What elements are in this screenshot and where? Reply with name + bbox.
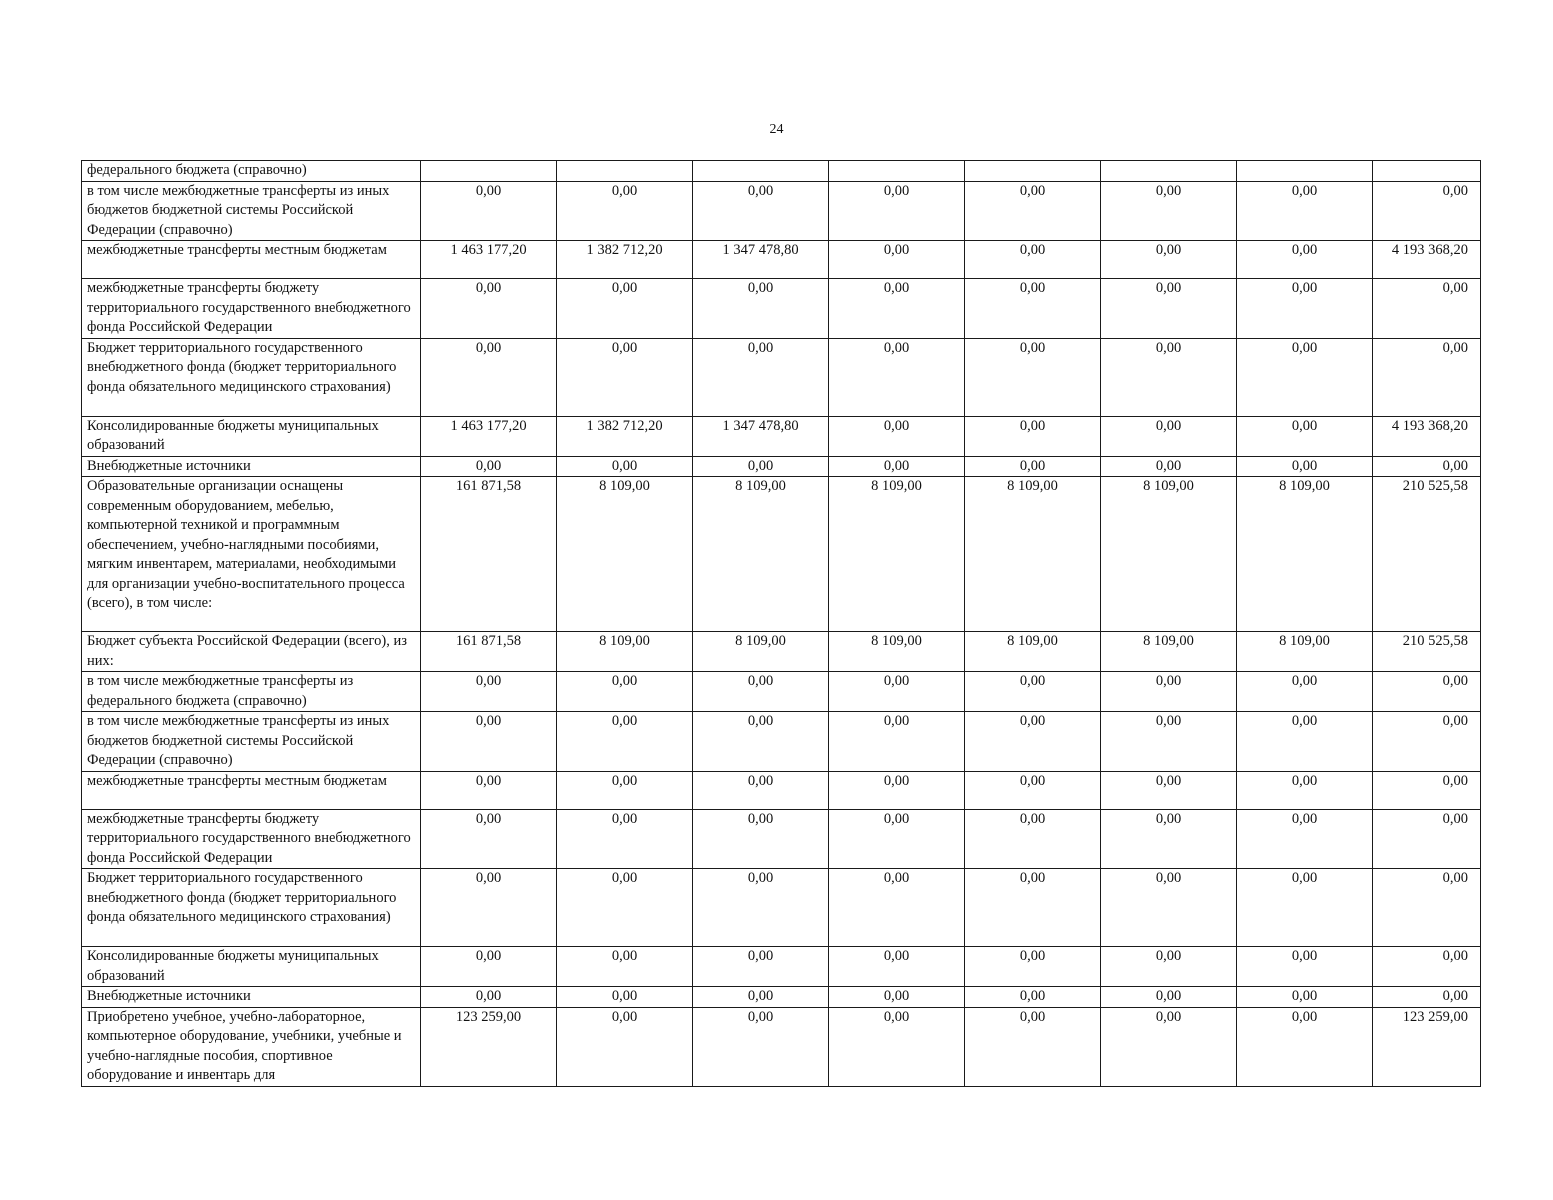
cell-value: 0,00 [557,1007,693,1086]
cell-value: 0,00 [1237,987,1373,1008]
row-label: межбюджетные трансферты местным бюджетам [82,241,421,279]
cell-value: 1 347 478,80 [693,241,829,279]
cell-value: 1 382 712,20 [557,416,693,456]
cell-value: 0,00 [693,1007,829,1086]
cell-value: 0,00 [1237,947,1373,987]
cell-total: 4 193 368,20 [1373,241,1481,279]
cell-value: 0,00 [829,987,965,1008]
cell-value: 0,00 [1101,241,1237,279]
cell-value [557,161,693,182]
cell-value: 0,00 [1101,456,1237,477]
cell-value: 0,00 [421,771,557,809]
budget-table-body [82,161,1481,1087]
table-row [82,712,1481,772]
table-row [82,869,1481,947]
cell-value: 0,00 [557,456,693,477]
row-label: Бюджет территориального государственного внебюджетного фонда (бюджет территориального фонда обязательного медицинского страхования) [82,869,421,947]
cell-value: 0,00 [1237,712,1373,772]
cell-value: 0,00 [557,279,693,339]
cell-value: 0,00 [557,987,693,1008]
cell-value: 0,00 [965,712,1101,772]
table-row [82,987,1481,1008]
table-row [82,672,1481,712]
cell-value: 0,00 [1237,241,1373,279]
cell-value: 0,00 [557,712,693,772]
cell-value: 8 109,00 [1101,477,1237,632]
cell-value: 8 109,00 [693,477,829,632]
cell-total: 4 193 368,20 [1373,416,1481,456]
cell-value: 0,00 [421,712,557,772]
cell-value: 0,00 [1237,672,1373,712]
cell-value: 0,00 [693,869,829,947]
cell-value: 0,00 [693,947,829,987]
cell-value: 0,00 [1237,279,1373,339]
cell-value [1101,161,1237,182]
cell-value: 0,00 [1101,181,1237,241]
cell-value [829,161,965,182]
cell-value: 0,00 [829,809,965,869]
cell-value: 0,00 [965,279,1101,339]
cell-total: 210 525,58 [1373,477,1481,632]
cell-value: 123 259,00 [421,1007,557,1086]
cell-value: 8 109,00 [829,632,965,672]
cell-value: 0,00 [1101,987,1237,1008]
cell-total: 210 525,58 [1373,632,1481,672]
cell-value: 0,00 [421,456,557,477]
row-label: федерального бюджета (справочно) [82,161,421,182]
row-label: Внебюджетные источники [82,987,421,1008]
cell-total: 0,00 [1373,869,1481,947]
cell-value: 1 382 712,20 [557,241,693,279]
table-row [82,241,1481,279]
cell-total: 0,00 [1373,947,1481,987]
cell-value: 0,00 [829,712,965,772]
budget-table [81,160,1481,1087]
cell-value [421,161,557,182]
row-label: Консолидированные бюджеты муниципальных образований [82,947,421,987]
cell-value: 0,00 [421,809,557,869]
cell-value: 0,00 [557,338,693,416]
cell-total: 123 259,00 [1373,1007,1481,1086]
cell-value: 0,00 [693,672,829,712]
cell-value: 0,00 [1101,869,1237,947]
row-label: в том числе межбюджетные трансферты из федерального бюджета (справочно) [82,672,421,712]
cell-value: 0,00 [829,869,965,947]
cell-value: 0,00 [693,456,829,477]
cell-value: 0,00 [965,416,1101,456]
cell-value: 1 463 177,20 [421,416,557,456]
cell-value: 8 109,00 [1101,632,1237,672]
cell-value: 0,00 [1101,338,1237,416]
cell-value: 0,00 [1237,771,1373,809]
cell-value: 0,00 [1237,338,1373,416]
cell-value: 0,00 [829,1007,965,1086]
table-row [82,632,1481,672]
cell-value: 0,00 [965,181,1101,241]
cell-value: 0,00 [829,947,965,987]
cell-value: 0,00 [421,987,557,1008]
cell-value: 0,00 [1237,869,1373,947]
cell-value: 0,00 [829,181,965,241]
cell-value: 0,00 [1237,456,1373,477]
cell-value: 1 463 177,20 [421,241,557,279]
cell-value: 8 109,00 [1237,477,1373,632]
cell-total: 0,00 [1373,771,1481,809]
cell-value: 0,00 [421,279,557,339]
cell-value [693,161,829,182]
cell-value: 0,00 [421,338,557,416]
cell-value [965,161,1101,182]
row-label: в том числе межбюджетные трансферты из иных бюджетов бюджетной системы Российской Федерации (справочно) [82,181,421,241]
cell-value: 0,00 [1237,181,1373,241]
table-row [82,456,1481,477]
cell-value: 0,00 [693,809,829,869]
cell-total: 0,00 [1373,456,1481,477]
cell-total: 0,00 [1373,712,1481,772]
cell-value: 0,00 [1101,672,1237,712]
cell-value: 0,00 [421,181,557,241]
cell-value: 0,00 [421,869,557,947]
table-row [82,1007,1481,1086]
cell-total: 0,00 [1373,181,1481,241]
cell-value: 0,00 [1101,947,1237,987]
cell-value: 0,00 [693,181,829,241]
table-row [82,416,1481,456]
cell-value: 0,00 [829,241,965,279]
cell-value: 0,00 [1101,771,1237,809]
table-row [82,477,1481,632]
cell-value: 0,00 [1101,809,1237,869]
cell-value: 0,00 [965,241,1101,279]
cell-value: 0,00 [693,712,829,772]
row-label: Консолидированные бюджеты муниципальных образований [82,416,421,456]
row-label: межбюджетные трансферты местным бюджетам [82,771,421,809]
row-label: Бюджет субъекта Российской Федерации (всего), из них: [82,632,421,672]
table-row [82,279,1481,339]
cell-value: 1 347 478,80 [693,416,829,456]
cell-value: 8 109,00 [965,477,1101,632]
cell-value: 0,00 [557,181,693,241]
cell-value: 0,00 [557,771,693,809]
cell-value: 0,00 [965,869,1101,947]
cell-value: 0,00 [1101,1007,1237,1086]
cell-value: 0,00 [693,771,829,809]
cell-value: 0,00 [965,771,1101,809]
cell-value: 0,00 [965,947,1101,987]
cell-value: 0,00 [1237,809,1373,869]
cell-total: 0,00 [1373,672,1481,712]
cell-value: 0,00 [557,947,693,987]
cell-value: 161 871,58 [421,632,557,672]
cell-value: 8 109,00 [557,632,693,672]
cell-value: 0,00 [1101,279,1237,339]
row-label: межбюджетные трансферты бюджету территориального государственного внебюджетного фонда Российской Федерации [82,809,421,869]
table-row [82,771,1481,809]
cell-value: 8 109,00 [829,477,965,632]
table-row [82,947,1481,987]
cell-value: 0,00 [1101,712,1237,772]
row-label: Приобретено учебное, учебно-лабораторное, компьютерное оборудование, учебники, учебные и учебно-наглядные пособия, спортивное оборудование и инвентарь для [82,1007,421,1086]
row-label: Внебюджетные источники [82,456,421,477]
cell-value: 0,00 [965,987,1101,1008]
cell-value: 0,00 [557,809,693,869]
cell-value: 8 109,00 [1237,632,1373,672]
cell-value: 0,00 [829,416,965,456]
cell-value: 0,00 [829,771,965,809]
cell-total: 0,00 [1373,279,1481,339]
cell-value: 0,00 [965,456,1101,477]
table-row [82,161,1481,182]
cell-value: 0,00 [965,1007,1101,1086]
cell-value: 0,00 [557,672,693,712]
cell-value: 0,00 [693,987,829,1008]
row-label: Бюджет территориального государственного внебюджетного фонда (бюджет территориального фонда обязательного медицинского страхования) [82,338,421,416]
cell-total: 0,00 [1373,338,1481,416]
cell-total: 0,00 [1373,809,1481,869]
cell-value: 0,00 [965,338,1101,416]
cell-value: 0,00 [829,672,965,712]
cell-value: 0,00 [829,338,965,416]
cell-value: 0,00 [1237,1007,1373,1086]
table-row [82,338,1481,416]
cell-value: 0,00 [421,947,557,987]
row-label: Образовательные организации оснащены современным оборудованием, мебелью, компьютерной техникой и программным обеспечением, учебно-наглядными пособиями, мягким инвентарем, материалами, необходимыми для организации учебно-воспитательного процесса (всего), в том числе: [82,477,421,632]
cell-value: 0,00 [693,338,829,416]
cell-value: 8 109,00 [965,632,1101,672]
cell-value: 0,00 [421,672,557,712]
row-label: межбюджетные трансферты бюджету территориального государственного внебюджетного фонда Российской Федерации [82,279,421,339]
cell-value: 0,00 [829,279,965,339]
table-row [82,809,1481,869]
cell-value: 0,00 [557,869,693,947]
cell-value: 0,00 [965,672,1101,712]
cell-value [1237,161,1373,182]
cell-value: 0,00 [965,809,1101,869]
page-number: 24 [769,122,784,137]
cell-value: 0,00 [693,279,829,339]
cell-total: 0,00 [1373,987,1481,1008]
table-row [82,181,1481,241]
cell-total [1373,161,1481,182]
cell-value: 0,00 [829,456,965,477]
cell-value: 8 109,00 [693,632,829,672]
row-label: в том числе межбюджетные трансферты из иных бюджетов бюджетной системы Российской Федерации (справочно) [82,712,421,772]
cell-value: 0,00 [1101,416,1237,456]
cell-value: 8 109,00 [557,477,693,632]
cell-value: 0,00 [1237,416,1373,456]
cell-value: 161 871,58 [421,477,557,632]
